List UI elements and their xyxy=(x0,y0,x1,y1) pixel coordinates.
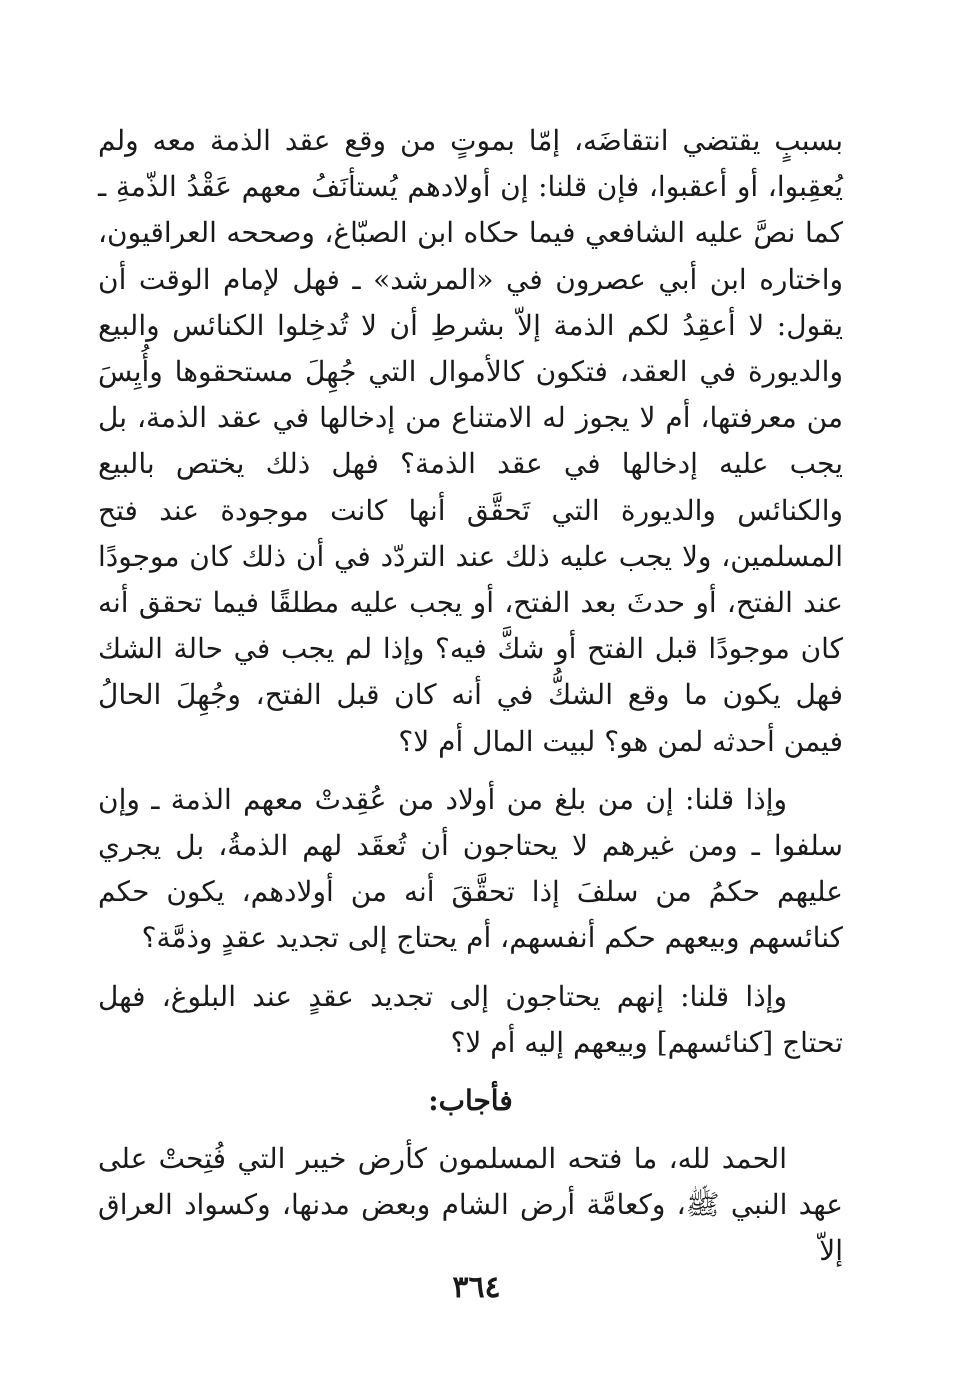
page-number: ٣٦٤ xyxy=(452,1270,501,1305)
page-body xyxy=(98,118,843,1275)
paragraph-question-1: بسببٍ يقتضي انتقاضَه، إمّا بموتٍ من وقع عقد الذمة معه ولم يُعقِبوا، أو أعقبوا، فإن قلنا: إن أولادهم يُستأنَفُ معهم عَقْدُ الذّمةِ ـ كما نصَّ عليه الشافعي فيما حكاه ابن الصبّاغ، وصححه العراقيون، واختاره ابن أبي عصرون في «المرشد» ـ فهل لإمام الوقت أن يقول: لا أعقِدُ لكم الذمة إلاّ بشرطِ أن لا تُدخِلوا الكنائس والبيع والديورة في العقد، فتكون كالأموال التي جُهِلَ مستحقوها وأُيِسَ من معرفتها، أم لا يجوز له الامتناع من إدخالها في عقد الذمة، بل يجب عليه إدخالها في عقد الذمة؟ فهل ذلك يختص بالبيع والكنائس والديورة التي تَحقَّق أنها كانت موجودة عند فتح المسلمين، ولا يجب عليه ذلك عند التردّد في أن ذلك كان موجودًا عند الفتح، أو حدثَ بعد الفتح، أو يجب عليه مطلقًا فيما تحقق أنه كان موجودًا قبل الفتح أو شكَّ فيه؟ وإذا لم يجب في حالة الشك فهل يكون ما وقع الشكُّ في أنه كان قبل الفتح، وجُهِلَ الحالُ فيمن أحدثه لمن هو؟ لبيت المال أم لا؟ xyxy=(98,124,843,758)
answer-heading: فأجاب: xyxy=(428,1084,513,1118)
paragraph-question-3: وإذا قلنا: إنهم يحتاجون إلى تجديد عقدٍ عند البلوغ، فهل تحتاج [كنائسهم] وبيعهم إليه أم لا؟ xyxy=(98,979,843,1059)
paragraph-answer: الحمد لله، ما فتحه المسلمون كأرض خيبر التي فُتِحتْ على عهد النبي ﷺ، وكعامَّة أرض الشام وبعض مدنها، وكسواد العراق إلاّ xyxy=(98,1142,843,1268)
paragraph-question-2: وإذا قلنا: إن من بلغ من أولاد من عُقِدتْ معهم الذمة ـ وإن سلفوا ـ ومن غيرهم لا يحتاجون أن تُعقَد لهم الذمةُ، بل يجري عليهم حكمُ من سلفَ إذا تحقَّقَ أنه من أولادهم، يكون حكم كنائسهم وبيعهم حكم أنفسهم، أم يحتاج إلى تجديد عقدٍ وذمَّة؟ xyxy=(98,782,843,955)
